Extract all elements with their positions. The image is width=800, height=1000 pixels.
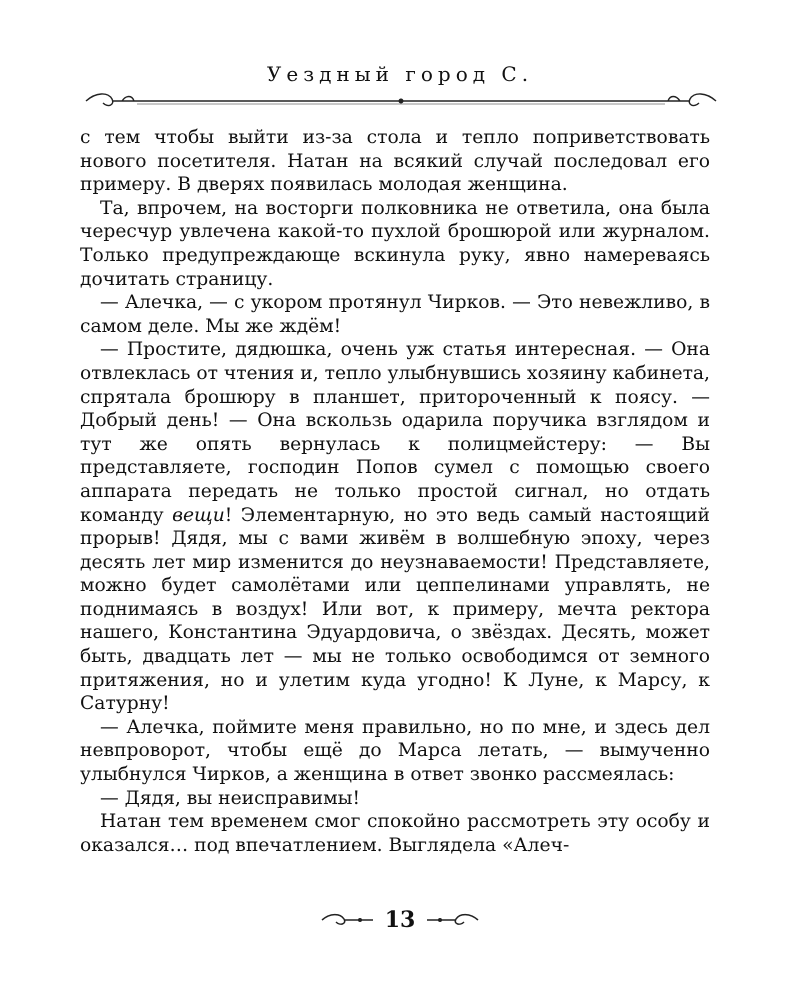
paragraph: Натан тем временем смог спокойно рассмотреть эту особу и оказался… под впечатлением. Выглядела «Алеч-	[80, 811, 710, 856]
paragraph	[80, 338, 710, 716]
paragraph: — Алечка, поймите меня правильно, но по мне, и здесь дел невпроворот, чтобы ещё до Марса летать, — вымученно улыбнулся Чирков, а женщина в ответ звонко рассмеялась:	[80, 716, 710, 786]
running-header: Уездный город С.	[266, 62, 534, 86]
paragraph: — Дядя, вы неисправимы!	[100, 787, 361, 809]
paragraph: — Алечка, — с укором протянул Чирков. — Это невежливо, в самом деле. Мы же ждём!	[80, 292, 710, 337]
paragraph-text: ! Элементарную, но это ведь самый настоящий прорыв! Дядя, мы с вами живём в волшебную эпоху, через десять лет мир изменится до неузнаваемости! Представляете, можно будет самолётами или цеппелинами управлять, не поднимаясь в воздух! Или вот, к примеру, мечта ректора нашего, Константина Эдуардовича, о звёздах. Десять, может быть, двадцать лет — мы не только освободимся от земного притяжения, но и улетим куда угодно! К Луне, к Марсу, к Сатурну!	[80, 504, 710, 715]
page-body	[80, 126, 710, 857]
paragraph-text: — Простите, дядюшка, очень уж статья интересная. — Она отвлеклась от чтения и, тепло улыбнувшись хозяину кабинета, спрятала брошюру в планшет, притороченный к поясу. — Добрый день! — Она вскользь одарила поручика взглядом и тут же опять вернулась к полицмейстеру: — Вы представляете, господин Попов сумел с помощью своего аппарата передать не только простой сигнал, но отдать команду	[80, 339, 710, 526]
page-footer	[0, 905, 800, 935]
footer-ornament-right-icon	[425, 912, 480, 928]
paragraph: Та, впрочем, на восторги полковника не ответила, она была чересчур увлечена какой-то пухлой брошюрой или журналом. Только предупреждающе вскинула руку, явно намереваясь дочитать страницу.	[80, 197, 710, 290]
page-number: 13	[384, 907, 416, 933]
paragraph: с тем чтобы выйти из-за стола и тепло поприветствовать нового посетителя. Натан на всякий случай последовал его примеру. В дверях появилась молодая женщина.	[80, 127, 710, 196]
emphasis-word: вещи	[163, 504, 225, 526]
header-ornament-icon	[82, 90, 720, 112]
footer-ornament-left-icon	[320, 912, 375, 928]
